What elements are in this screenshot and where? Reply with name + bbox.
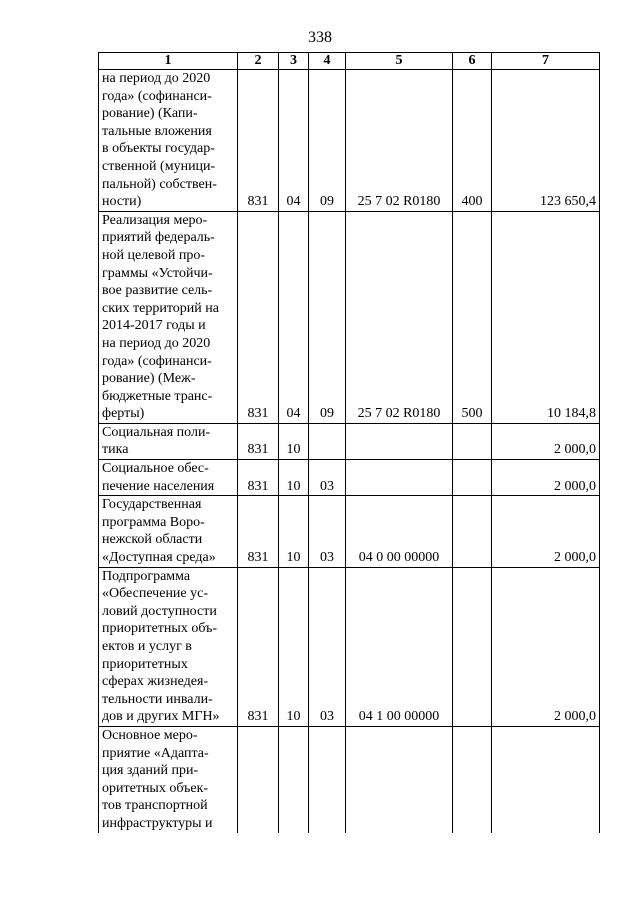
expense-type-code bbox=[453, 567, 492, 726]
item-name: Основное меро- приятие «Адапта- ция зданий при- оритетных объек- тов транспортной инфраструктуры и bbox=[99, 726, 238, 832]
item-name: Реализация меро- приятий федераль- ной целевой про- граммы «Устойчи- вое развитие сель- ских территорий на 2014-2017 годы и на период до 2020 года» (софинанси- рование) (Меж- бюджетные транс- ферты) bbox=[99, 211, 238, 423]
ministry-code: 831 bbox=[238, 211, 279, 423]
amount: 123 650,4 bbox=[492, 70, 600, 212]
column-header-7: 7 bbox=[492, 53, 600, 70]
target-article-code: 25 7 02 R0180 bbox=[346, 70, 453, 212]
column-header-1: 1 bbox=[99, 53, 238, 70]
target-article-code: 04 0 00 00000 bbox=[346, 496, 453, 567]
ministry-code: 831 bbox=[238, 567, 279, 726]
subsection-code: 03 bbox=[309, 567, 346, 726]
subsection-code bbox=[309, 423, 346, 459]
table-row bbox=[99, 460, 600, 496]
section-code: 10 bbox=[279, 423, 309, 459]
ministry-code bbox=[238, 726, 279, 832]
target-article-code: 25 7 02 R0180 bbox=[346, 211, 453, 423]
subsection-code: 03 bbox=[309, 496, 346, 567]
column-header-5: 5 bbox=[346, 53, 453, 70]
column-header-3: 3 bbox=[279, 53, 309, 70]
section-code: 04 bbox=[279, 70, 309, 212]
column-header-6: 6 bbox=[453, 53, 492, 70]
amount: 2 000,0 bbox=[492, 423, 600, 459]
target-article-code bbox=[346, 460, 453, 496]
table-row bbox=[99, 567, 600, 726]
ministry-code: 831 bbox=[238, 423, 279, 459]
column-header-4: 4 bbox=[309, 53, 346, 70]
item-name: Подпрограмма «Обеспечение ус- ловий доступности приоритетных объ- ектов и услуг в приоритетных сферах жизнедея- тельности инвали- дов и других МГН» bbox=[99, 567, 238, 726]
budget-table bbox=[98, 52, 600, 833]
target-article-code: 04 1 00 00000 bbox=[346, 567, 453, 726]
ministry-code: 831 bbox=[238, 460, 279, 496]
expense-type-code: 400 bbox=[453, 70, 492, 212]
subsection-code: 09 bbox=[309, 70, 346, 212]
target-article-code bbox=[346, 726, 453, 832]
table-row bbox=[99, 211, 600, 423]
subsection-code: 03 bbox=[309, 460, 346, 496]
expense-type-code bbox=[453, 460, 492, 496]
section-code: 10 bbox=[279, 460, 309, 496]
amount bbox=[492, 726, 600, 832]
item-name: Государственная программа Воро- нежской области «Доступная среда» bbox=[99, 496, 238, 567]
table-row bbox=[99, 70, 600, 212]
amount: 2 000,0 bbox=[492, 496, 600, 567]
table-header-row bbox=[99, 53, 600, 70]
table-row bbox=[99, 726, 600, 832]
section-code: 10 bbox=[279, 567, 309, 726]
page-number: 338 bbox=[308, 29, 332, 46]
column-header-2: 2 bbox=[238, 53, 279, 70]
item-name: на период до 2020 года» (софинанси- рование) (Капи- тальные вложения в объекты государ- ственной (муници- пальной) собствен- ности) bbox=[99, 70, 238, 212]
table-row bbox=[99, 496, 600, 567]
expense-type-code: 500 bbox=[453, 211, 492, 423]
expense-type-code bbox=[453, 423, 492, 459]
section-code bbox=[279, 726, 309, 832]
expense-type-code bbox=[453, 496, 492, 567]
subsection-code bbox=[309, 726, 346, 832]
subsection-code: 09 bbox=[309, 211, 346, 423]
ministry-code: 831 bbox=[238, 496, 279, 567]
item-name: Социальное обес- печение населения bbox=[99, 460, 238, 496]
section-code: 04 bbox=[279, 211, 309, 423]
item-name: Социальная поли- тика bbox=[99, 423, 238, 459]
amount: 2 000,0 bbox=[492, 460, 600, 496]
ministry-code: 831 bbox=[238, 70, 279, 212]
target-article-code bbox=[346, 423, 453, 459]
table-row bbox=[99, 423, 600, 459]
amount: 10 184,8 bbox=[492, 211, 600, 423]
expense-type-code bbox=[453, 726, 492, 832]
amount: 2 000,0 bbox=[492, 567, 600, 726]
section-code: 10 bbox=[279, 496, 309, 567]
